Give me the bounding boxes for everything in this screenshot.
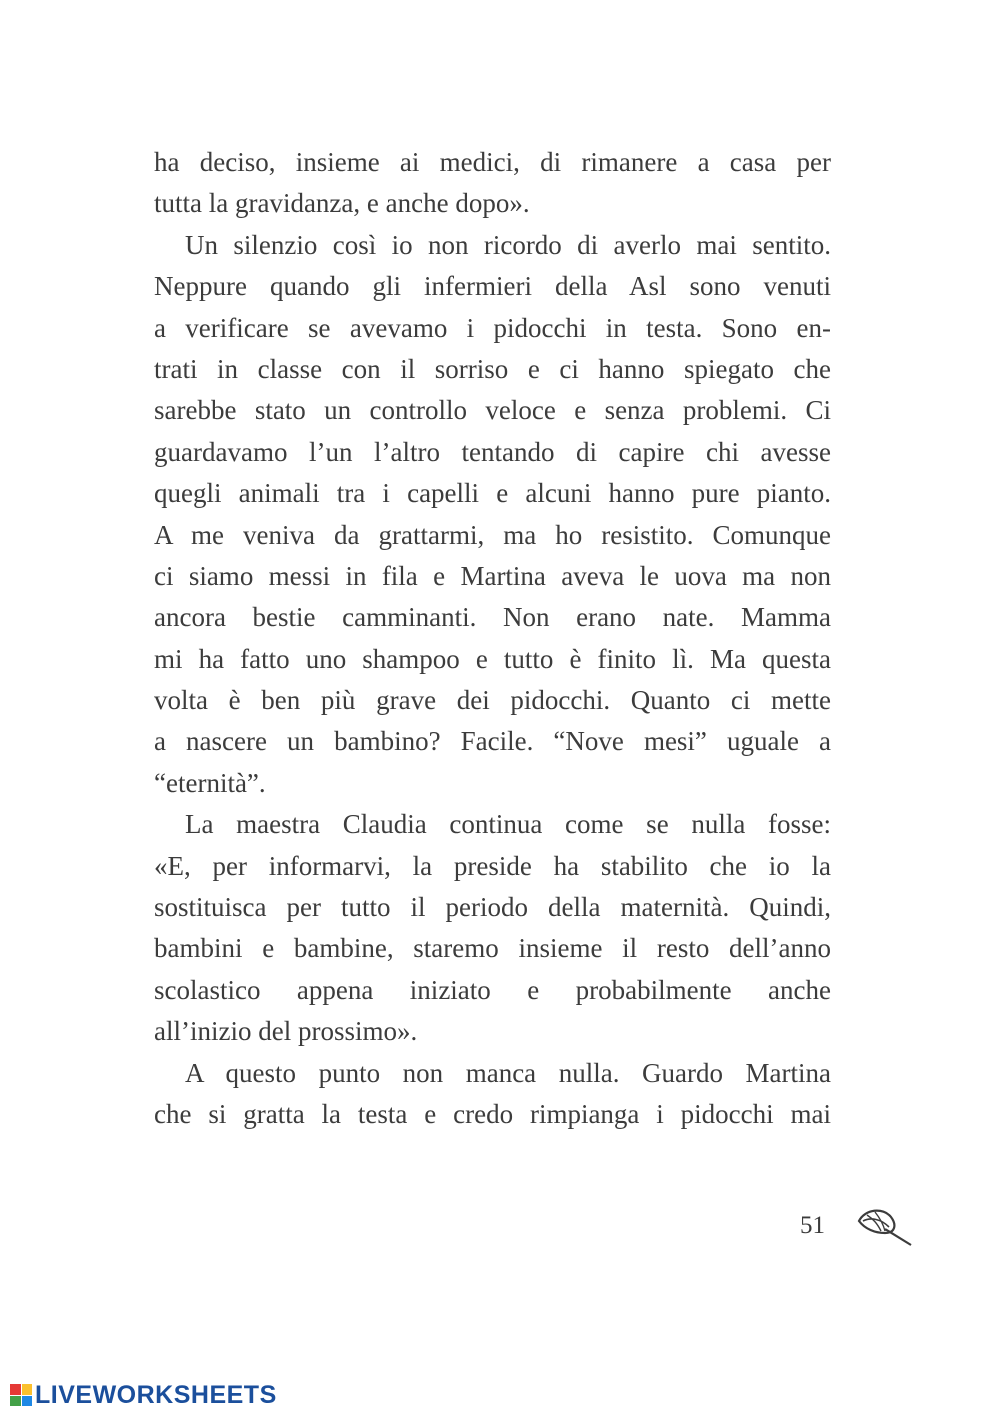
text-line: sarebbe stato un controllo veloce e senza problemi. Ci	[154, 395, 831, 426]
liveworksheets-logo-icon	[10, 1384, 32, 1406]
text-line: A me veniva da grattarmi, ma ho resistito. Comunque	[154, 519, 831, 550]
text-line: volta è ben più grave dei pidocchi. Quanto ci mette	[154, 685, 831, 716]
text-line: sostituisca per tutto il periodo della maternità. Quindi,	[154, 892, 831, 923]
text-line: scolastico appena iniziato e probabilmente anche	[154, 974, 831, 1005]
text-line: Un silenzio così io non ricordo di averlo mai sentito.	[185, 229, 831, 260]
text-line: che si gratta la testa e credo rimpianga i pidocchi mai	[154, 1098, 831, 1129]
logo-square	[22, 1396, 33, 1407]
text-line: tutta la gravidanza, e anche dopo».	[154, 188, 530, 219]
text-line: all’inizio del prossimo».	[154, 1016, 418, 1047]
logo-square	[10, 1384, 21, 1395]
logo-square	[22, 1384, 33, 1395]
text-line: Neppure quando gli infermieri della Asl sono venuti	[154, 271, 831, 302]
text-line: La maestra Claudia continua come se nulla fosse:	[185, 809, 831, 840]
text-line: trati in classe con il sorriso e ci hanno spiegato che	[154, 353, 831, 384]
liveworksheets-logo-text: LIVEWORKSHEETS	[35, 1380, 277, 1409]
text-line: «E, per informarvi, la preside ha stabilito che io la	[154, 850, 831, 881]
feather-icon	[855, 1203, 915, 1249]
text-line: bambini e bambine, staremo insieme il resto dell’anno	[154, 933, 831, 964]
body-text	[154, 142, 831, 1135]
text-line: a nascere un bambino? Facile. “Nove mesi” uguale a	[154, 726, 831, 757]
text-line: ancora bestie camminanti. Non erano nate. Mamma	[154, 602, 831, 633]
text-line: guardavamo l’un l’altro tentando di capire chi avesse	[154, 436, 831, 467]
liveworksheets-logo	[10, 1378, 277, 1412]
logo-square	[10, 1396, 21, 1407]
paragraph	[154, 225, 831, 804]
text-line: mi ha fatto uno shampoo e tutto è finito lì. Ma questa	[154, 643, 831, 674]
text-line: ha deciso, insieme ai medici, di rimanere a casa per	[154, 147, 831, 177]
text-line: “eternità”.	[154, 767, 266, 798]
text-line: a verificare se avevamo i pidocchi in testa. Sono en-	[154, 312, 831, 343]
paragraph	[154, 142, 831, 225]
paragraph	[154, 804, 831, 1052]
text-line: quegli animali tra i capelli e alcuni hanno pure pianto.	[154, 478, 831, 509]
text-line: ci siamo messi in fila e Martina aveva le uova ma non	[154, 560, 831, 591]
page-number: 51	[800, 1212, 825, 1239]
paragraph	[154, 1053, 831, 1136]
text-line: A questo punto non manca nulla. Guardo Martina	[185, 1057, 831, 1088]
